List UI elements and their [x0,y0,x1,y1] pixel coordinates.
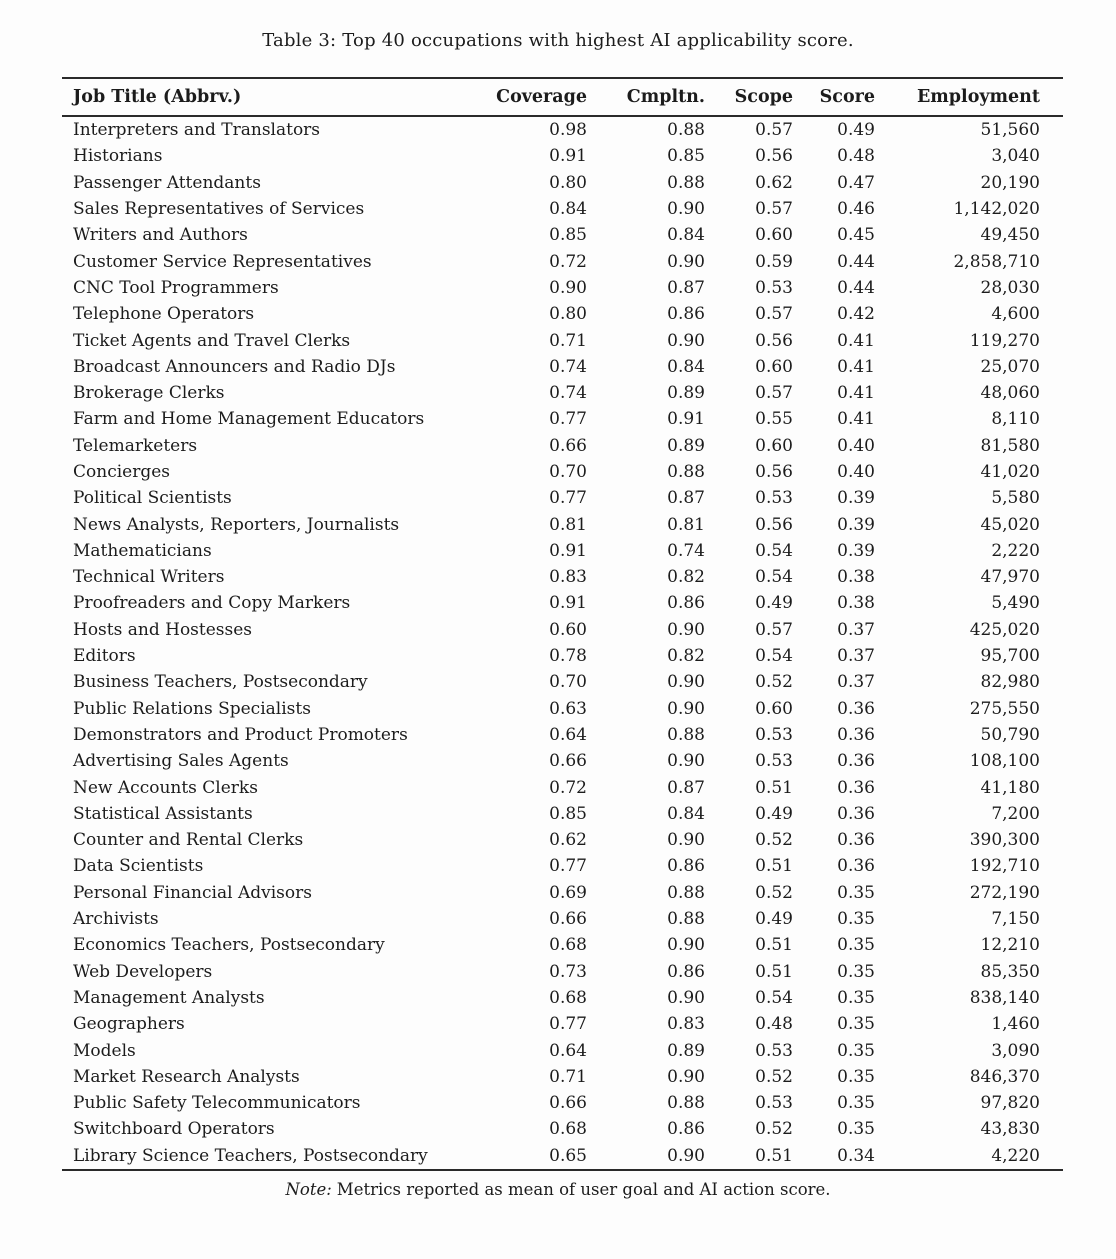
cmpltn-cell: 0.86 [667,1119,705,1140]
job-title-cell: News Analysts, Reporters, Journalists [73,514,400,535]
coverage-cell: 0.72 [549,777,587,798]
employment-cell: 4,220 [991,1145,1040,1166]
job-title-cell: Business Teachers, Postsecondary [73,672,368,693]
table-row [62,1011,1063,1037]
employment-cell: 2,220 [991,540,1040,561]
employment-cell: 50,790 [980,724,1040,745]
score-cell: 0.35 [837,909,875,930]
scope-cell: 0.52 [755,1119,793,1140]
scope-cell: 0.48 [755,1014,793,1035]
table-row [62,275,1063,301]
scope-cell: 0.51 [755,777,793,798]
table-row [62,906,1063,932]
score-cell: 0.46 [837,199,875,220]
coverage-cell: 0.91 [549,540,587,561]
coverage-cell: 0.85 [549,225,587,246]
table-row [62,617,1063,643]
coverage-cell: 0.77 [549,409,587,430]
job-title-cell: Customer Service Representatives [73,251,372,272]
cmpltn-cell: 0.82 [667,646,705,667]
scope-cell: 0.54 [755,540,793,561]
scope-cell: 0.51 [755,856,793,877]
employment-cell: 81,580 [980,435,1040,456]
scope-cell: 0.52 [755,1066,793,1087]
employment-cell: 5,490 [991,593,1040,614]
job-title-cell: Data Scientists [73,856,204,877]
job-title-cell: Web Developers [73,961,213,982]
table-row [62,801,1063,827]
table-row [62,354,1063,380]
scope-cell: 0.56 [755,330,793,351]
coverage-cell: 0.74 [549,356,587,377]
employment-cell: 5,580 [991,488,1040,509]
job-title-cell: Geographers [73,1014,185,1035]
job-title-cell: Mathematicians [73,540,212,561]
cmpltn-cell: 0.84 [667,356,705,377]
table-row [62,959,1063,985]
scope-cell: 0.56 [755,146,793,167]
scope-cell: 0.54 [755,987,793,1008]
cmpltn-cell: 0.84 [667,225,705,246]
score-cell: 0.36 [837,830,875,851]
job-title-cell: Farm and Home Management Educators [73,409,425,430]
employment-cell: 838,140 [969,987,1040,1008]
job-title-cell: Writers and Authors [73,225,248,246]
job-title-cell: Historians [73,146,163,167]
cmpltn-cell: 0.90 [667,830,705,851]
table-row [62,170,1063,196]
table-row [62,722,1063,748]
score-cell: 0.45 [837,225,875,246]
table-row [62,985,1063,1011]
coverage-cell: 0.78 [549,646,587,667]
col-header-scope: Scope [705,78,793,116]
employment-cell: 49,450 [980,225,1040,246]
job-title-cell: Public Safety Telecommunicators [73,1093,361,1114]
coverage-cell: 0.84 [549,199,587,220]
job-title-cell: Sales Representatives of Services [73,199,365,220]
score-cell: 0.35 [837,1093,875,1114]
employment-cell: 1,460 [991,1014,1040,1035]
scope-cell: 0.57 [755,304,793,325]
employment-cell: 8,110 [991,409,1040,430]
cmpltn-cell: 0.91 [667,409,705,430]
coverage-cell: 0.63 [549,698,587,719]
cmpltn-cell: 0.90 [667,1066,705,1087]
employment-cell: 1,142,020 [953,199,1040,220]
note-text: Metrics reported as mean of user goal and AI action score. [336,1179,831,1199]
coverage-cell: 0.71 [549,330,587,351]
table-row [62,590,1063,616]
table-row [62,116,1063,143]
job-title-cell: Models [73,1040,136,1061]
cmpltn-cell: 0.87 [667,277,705,298]
table-row [62,222,1063,248]
scope-cell: 0.59 [755,251,793,272]
table-body [62,116,1063,1170]
coverage-cell: 0.83 [549,567,587,588]
score-cell: 0.44 [837,277,875,298]
table-row [62,1143,1063,1170]
scope-cell: 0.57 [755,619,793,640]
occupations-table [62,77,1063,1171]
job-title-cell: Ticket Agents and Travel Clerks [73,330,351,351]
coverage-cell: 0.91 [549,146,587,167]
table-row [62,932,1063,958]
table-row [62,433,1063,459]
coverage-cell: 0.70 [549,462,587,482]
table-row [62,748,1063,774]
table-row [62,143,1063,169]
cmpltn-cell: 0.86 [667,856,705,877]
table-row [62,643,1063,669]
score-cell: 0.41 [837,356,875,377]
employment-cell: 48,060 [980,383,1040,404]
scope-cell: 0.60 [755,435,793,456]
job-title-cell: Advertising Sales Agents [73,751,289,772]
coverage-cell: 0.98 [549,120,587,141]
cmpltn-cell: 0.86 [667,961,705,982]
table-row [62,1090,1063,1116]
scope-cell: 0.52 [755,672,793,693]
cmpltn-cell: 0.87 [667,488,705,509]
job-title-cell: Switchboard Operators [73,1119,275,1140]
col-header-coverage: Coverage [487,78,587,116]
cmpltn-cell: 0.88 [667,120,705,141]
scope-cell: 0.57 [755,383,793,404]
note-label: Note: [285,1179,332,1199]
score-cell: 0.41 [837,383,875,404]
employment-cell: 3,040 [991,146,1040,167]
col-header-employment: Employment [875,78,1063,116]
employment-cell: 846,370 [969,1066,1040,1087]
job-title-cell: Political Scientists [73,488,232,509]
score-cell: 0.35 [837,987,875,1008]
coverage-cell: 0.77 [549,488,587,509]
scope-cell: 0.53 [755,488,793,509]
coverage-cell: 0.64 [549,1040,587,1061]
table-row [62,1037,1063,1063]
job-title-cell: Telemarketers [73,435,198,456]
scope-cell: 0.60 [755,356,793,377]
job-title-cell: Broadcast Announcers and Radio DJs [73,356,396,377]
table-row [62,459,1063,485]
table-caption: Table 3: Top 40 occupations with highest AI applicability score. [262,30,854,51]
table-row [62,406,1063,432]
coverage-cell: 0.64 [549,724,587,745]
scope-cell: 0.49 [755,803,793,824]
cmpltn-cell: 0.74 [667,540,705,561]
table-row [62,880,1063,906]
table-row [62,564,1063,590]
scope-cell: 0.56 [755,514,793,535]
job-title-cell: Library Science Teachers, Postsecondary [73,1145,428,1166]
table-row [62,696,1063,722]
employment-cell: 7,150 [991,909,1040,930]
coverage-cell: 0.77 [549,856,587,877]
table-row [62,327,1063,353]
scope-cell: 0.60 [755,698,793,719]
coverage-cell: 0.66 [549,909,587,930]
score-cell: 0.48 [837,146,875,167]
table-row [62,485,1063,511]
employment-cell: 272,190 [969,882,1040,903]
score-cell: 0.49 [837,120,875,141]
coverage-cell: 0.90 [549,277,587,298]
coverage-cell: 0.69 [549,882,587,903]
cmpltn-cell: 0.87 [667,777,705,798]
employment-cell: 25,070 [980,356,1040,377]
cmpltn-cell: 0.89 [667,383,705,404]
coverage-cell: 0.66 [549,1093,587,1114]
table-row [62,380,1063,406]
score-cell: 0.39 [837,514,875,535]
employment-cell: 192,710 [969,856,1040,877]
cmpltn-cell: 0.88 [667,462,705,482]
score-cell: 0.44 [837,251,875,272]
score-cell: 0.47 [837,172,875,193]
score-cell: 0.37 [837,619,875,640]
coverage-cell: 0.68 [549,987,587,1008]
scope-cell: 0.53 [755,724,793,745]
employment-cell: 43,830 [980,1119,1040,1140]
coverage-cell: 0.62 [549,830,587,851]
employment-cell: 41,180 [980,777,1040,798]
cmpltn-cell: 0.85 [667,146,705,167]
table-row [62,196,1063,222]
cmpltn-cell: 0.90 [667,251,705,272]
cmpltn-cell: 0.90 [667,987,705,1008]
cmpltn-cell: 0.90 [667,330,705,351]
table-row [62,827,1063,853]
table-row [62,511,1063,537]
employment-cell: 3,090 [991,1040,1040,1061]
employment-cell: 2,858,710 [953,251,1040,272]
coverage-cell: 0.65 [549,1145,587,1166]
score-cell: 0.39 [837,488,875,509]
scope-cell: 0.49 [755,909,793,930]
score-cell: 0.38 [837,567,875,588]
employment-cell: 82,980 [980,672,1040,693]
scope-cell: 0.55 [755,409,793,430]
coverage-cell: 0.60 [549,619,587,640]
score-cell: 0.35 [837,1040,875,1061]
employment-cell: 12,210 [980,935,1040,956]
job-title-cell: Demonstrators and Product Promoters [73,724,408,745]
employment-cell: 28,030 [980,277,1040,298]
scope-cell: 0.52 [755,882,793,903]
score-cell: 0.36 [837,698,875,719]
cmpltn-cell: 0.89 [667,1040,705,1061]
cmpltn-cell: 0.82 [667,567,705,588]
employment-cell: 45,020 [980,514,1040,535]
coverage-cell: 0.80 [549,304,587,325]
score-cell: 0.36 [837,856,875,877]
employment-cell: 425,020 [969,619,1040,640]
score-cell: 0.37 [837,672,875,693]
job-title-cell: Interpreters and Translators [73,120,321,141]
coverage-cell: 0.74 [549,383,587,404]
scope-cell: 0.57 [755,120,793,141]
table-row [62,1064,1063,1090]
scope-cell: 0.51 [755,935,793,956]
job-title-cell: Proofreaders and Copy Markers [73,593,351,614]
col-header-score: Score [793,78,875,116]
job-title-cell: Economics Teachers, Postsecondary [73,935,385,956]
cmpltn-cell: 0.88 [667,909,705,930]
job-title-cell: Public Relations Specialists [73,698,311,719]
job-title-cell: Management Analysts [73,987,265,1008]
cmpltn-cell: 0.81 [667,514,705,535]
cmpltn-cell: 0.84 [667,803,705,824]
score-cell: 0.40 [837,462,875,482]
score-cell: 0.34 [837,1145,875,1166]
table-row [62,248,1063,274]
scope-cell: 0.54 [755,646,793,667]
coverage-cell: 0.68 [549,935,587,956]
job-title-cell: Statistical Assistants [73,803,253,824]
job-title-cell: Telephone Operators [73,304,255,325]
employment-cell: 4,600 [991,304,1040,325]
scope-cell: 0.53 [755,1093,793,1114]
scope-cell: 0.62 [755,172,793,193]
cmpltn-cell: 0.88 [667,882,705,903]
score-cell: 0.42 [837,304,875,325]
employment-cell: 108,100 [969,751,1040,772]
scope-cell: 0.56 [755,462,793,482]
job-title-cell: Brokerage Clerks [73,383,225,404]
score-cell: 0.38 [837,593,875,614]
cmpltn-cell: 0.86 [667,304,705,325]
score-cell: 0.36 [837,751,875,772]
scope-cell: 0.49 [755,593,793,614]
cmpltn-cell: 0.86 [667,593,705,614]
table-row [62,1116,1063,1142]
coverage-cell: 0.80 [549,172,587,193]
job-title-cell: Personal Financial Advisors [73,882,312,903]
cmpltn-cell: 0.89 [667,435,705,456]
job-title-cell: Archivists [73,909,159,930]
coverage-cell: 0.66 [549,751,587,772]
cmpltn-cell: 0.88 [667,172,705,193]
score-cell: 0.35 [837,882,875,903]
scope-cell: 0.51 [755,1145,793,1166]
job-title-cell: Passenger Attendants [73,172,261,193]
table-row [62,538,1063,564]
job-title-cell: Counter and Rental Clerks [73,830,304,851]
scope-cell: 0.57 [755,199,793,220]
coverage-cell: 0.71 [549,1066,587,1087]
job-title-cell: Editors [73,646,136,667]
coverage-cell: 0.68 [549,1119,587,1140]
job-title-cell: Technical Writers [73,567,225,588]
employment-cell: 20,190 [980,172,1040,193]
coverage-cell: 0.81 [549,514,587,535]
score-cell: 0.35 [837,1066,875,1087]
employment-cell: 51,560 [980,120,1040,141]
score-cell: 0.41 [837,409,875,430]
scope-cell: 0.53 [755,1040,793,1061]
cmpltn-cell: 0.90 [667,619,705,640]
table-row [62,669,1063,695]
table-note [0,1180,1116,1199]
scope-cell: 0.51 [755,961,793,982]
coverage-cell: 0.72 [549,251,587,272]
col-header-job-title: Job Title (Abbrv.) [62,78,487,116]
job-title-cell: Market Research Analysts [73,1066,300,1087]
coverage-cell: 0.66 [549,435,587,456]
cmpltn-cell: 0.90 [667,751,705,772]
cmpltn-cell: 0.88 [667,724,705,745]
score-cell: 0.41 [837,330,875,351]
coverage-cell: 0.91 [549,593,587,614]
coverage-cell: 0.70 [549,672,587,693]
score-cell: 0.35 [837,1014,875,1035]
cmpltn-cell: 0.83 [667,1014,705,1035]
scope-cell: 0.53 [755,751,793,772]
cmpltn-cell: 0.90 [667,199,705,220]
scope-cell: 0.53 [755,277,793,298]
employment-cell: 41,020 [980,462,1040,482]
score-cell: 0.40 [837,435,875,456]
cmpltn-cell: 0.90 [667,1145,705,1166]
cmpltn-cell: 0.88 [667,1093,705,1114]
col-header-cmpltn: Cmpltn. [587,78,705,116]
score-cell: 0.35 [837,1119,875,1140]
score-cell: 0.36 [837,777,875,798]
employment-cell: 119,270 [969,330,1040,351]
scope-cell: 0.60 [755,225,793,246]
coverage-cell: 0.85 [549,803,587,824]
job-title-cell: CNC Tool Programmers [73,277,279,298]
employment-cell: 275,550 [969,698,1040,719]
employment-cell: 7,200 [991,803,1040,824]
cmpltn-cell: 0.90 [667,935,705,956]
employment-cell: 47,970 [980,567,1040,588]
score-cell: 0.35 [837,935,875,956]
cmpltn-cell: 0.90 [667,672,705,693]
scope-cell: 0.54 [755,567,793,588]
score-cell: 0.37 [837,646,875,667]
employment-cell: 97,820 [980,1093,1040,1114]
table-row [62,301,1063,327]
table-row [62,853,1063,879]
scope-cell: 0.52 [755,830,793,851]
employment-cell: 85,350 [980,961,1040,982]
job-title-cell: Hosts and Hostesses [73,619,253,640]
employment-cell: 95,700 [980,646,1040,667]
job-title-cell: Concierges [73,462,171,482]
coverage-cell: 0.77 [549,1014,587,1035]
header-row [62,78,1063,116]
score-cell: 0.35 [837,961,875,982]
score-cell: 0.39 [837,540,875,561]
employment-cell: 390,300 [969,830,1040,851]
cmpltn-cell: 0.90 [667,698,705,719]
score-cell: 0.36 [837,724,875,745]
coverage-cell: 0.73 [549,961,587,982]
score-cell: 0.36 [837,803,875,824]
job-title-cell: New Accounts Clerks [73,777,258,798]
table-row [62,774,1063,800]
